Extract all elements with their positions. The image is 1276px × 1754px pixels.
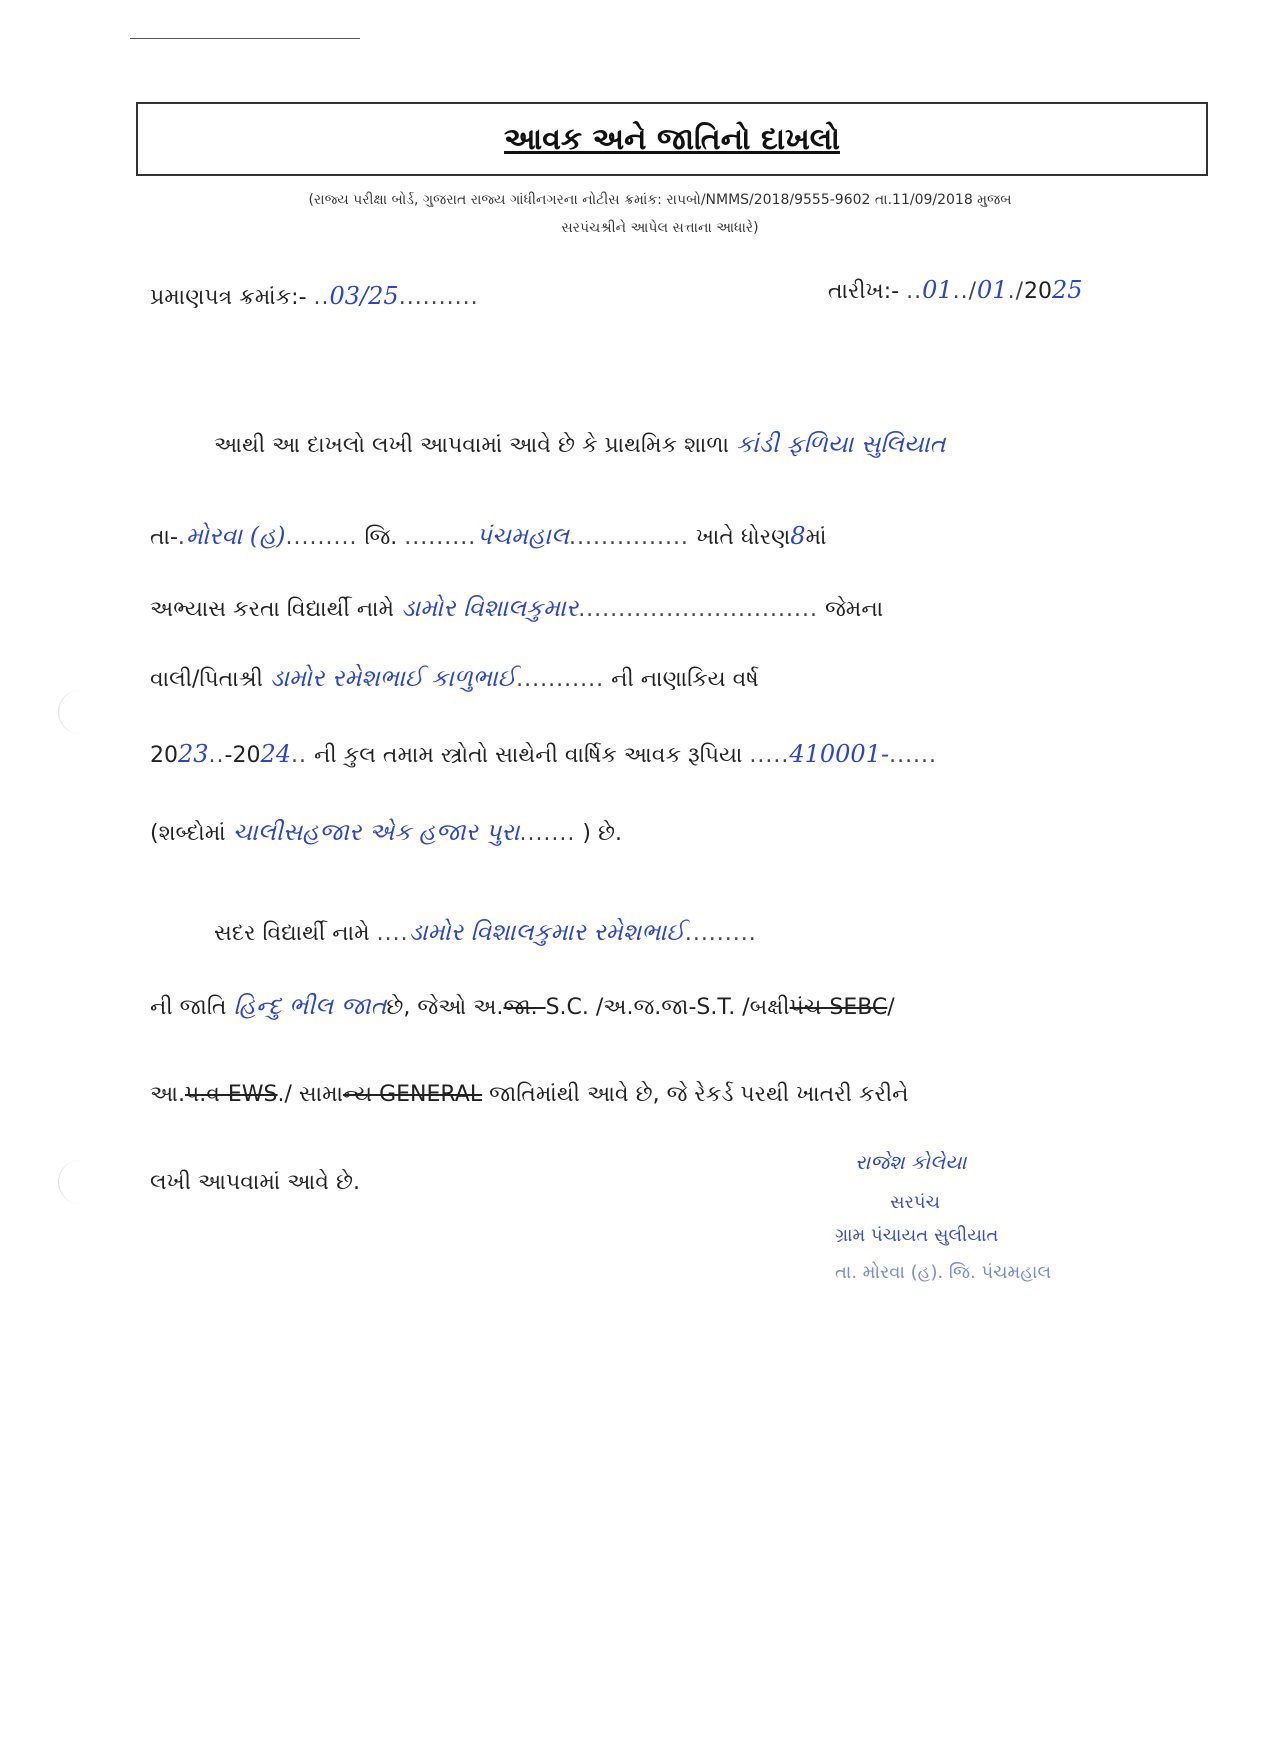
taluka-value: મોરવા (હ) bbox=[185, 522, 286, 550]
cat-ews-mid: ./ સામા bbox=[277, 1082, 344, 1107]
date-label: તારીખ:- bbox=[828, 279, 900, 304]
signature-role: સરપંચ bbox=[890, 1192, 940, 1213]
student-text: અભ્યાસ કરતા વિદ્યાર્થી નામે bbox=[150, 597, 395, 622]
cert-number: 03/25 bbox=[329, 282, 399, 310]
date-year-prefix: 20 bbox=[1023, 279, 1052, 304]
std-value: 8 bbox=[790, 522, 806, 550]
line-taluka: તા-.મોરવા (હ)......... જિ. .........પંચમહાલ............... ખાતે ધોરણ8માં bbox=[150, 522, 827, 550]
guardian-label: વાલી/પિતાશ્રી bbox=[150, 667, 263, 692]
year-from: 23 bbox=[178, 740, 209, 768]
fiscal-text: ની નાણાકિય વર્ષ bbox=[611, 667, 759, 692]
year-from-prefix: 20 bbox=[150, 743, 178, 768]
line-category bbox=[150, 1082, 909, 1107]
date-year-suffix: 25 bbox=[1051, 276, 1083, 304]
closing-line: લખી આપવામાં આવે છે. bbox=[150, 1170, 360, 1195]
cat-ews-prefix: આ. bbox=[150, 1082, 185, 1107]
cat-sebc-strike: પંચ-SEBC bbox=[789, 995, 888, 1020]
year-to: 24 bbox=[260, 740, 292, 768]
line-student-full: સદર વિદ્યાર્થી નામે ....ડામોર વિશાલકુમાર રમેશભાઈ......... bbox=[214, 918, 757, 946]
std-text: ખાતે ધોરણ bbox=[695, 525, 791, 550]
caste-label: ની જાતિ bbox=[150, 995, 227, 1020]
cert-label: પ્રમાણપત્ર ક્રમાંક:- bbox=[150, 285, 307, 310]
punch-hole-mark bbox=[58, 690, 81, 734]
line-caste bbox=[150, 992, 895, 1020]
title-box bbox=[136, 102, 1208, 176]
words-label: (શબ્દોમાં bbox=[150, 821, 226, 846]
cat-sebc-prefix: બક્ષી bbox=[749, 995, 790, 1020]
document-title: આવક અને જાતિનો દાખલો bbox=[504, 121, 840, 157]
cat-sc-strike: જા.- bbox=[503, 995, 546, 1020]
income-words: ચાલીસહજાર એક હજાર પુરા bbox=[232, 818, 520, 846]
caste-after: છે, જેઓ bbox=[386, 995, 467, 1020]
intro-text: આથી આ દાખલો લખી આપવામાં આવે છે કે પ્રાથમિક શાળા bbox=[214, 433, 729, 458]
year-to-prefix: -20 bbox=[224, 743, 261, 768]
cat-general-strike: ન્ય GENERAL bbox=[343, 1082, 483, 1107]
signature-scribble: રાજેશ કોલેયા bbox=[855, 1150, 967, 1174]
words-suffix: ) છે. bbox=[582, 821, 622, 846]
certificate-number-line: પ્રમાણપત્ર ક્રમાંક:- ..03/25.......... bbox=[150, 282, 479, 310]
income-amount: 410001- bbox=[789, 740, 890, 768]
student-name: ડામોર વિશાલકુમાર bbox=[401, 594, 579, 622]
notice-line-2: સરપંચશ્રીને આપેલ સત્તાના આધારે) bbox=[561, 220, 759, 236]
signature-office: ગ્રામ પંચાયત સુલીયાત bbox=[835, 1225, 999, 1246]
student-full-name: ડામોર વિશાલકુમાર રમેશભાઈ bbox=[408, 918, 685, 946]
school-name: કાંડી ફળિયા સુલિયાત bbox=[735, 430, 946, 458]
line-guardian: વાલી/પિતાશ્રી ડામોર રમેશભાઈ કાળુભાઈ........... ની નાણાકિય વર્ષ bbox=[150, 664, 759, 692]
district-value: પંચમહાલ bbox=[476, 522, 570, 550]
line-school bbox=[214, 430, 945, 458]
cat-sebc-end: / bbox=[887, 995, 895, 1020]
cat-sc-prefix: અ. bbox=[473, 995, 504, 1020]
top-rule bbox=[130, 38, 360, 39]
taluka-label: તા- bbox=[150, 525, 178, 550]
caste-value: હિન્દુ ભીલ જાત bbox=[233, 992, 387, 1020]
date-month: 01 bbox=[977, 276, 1008, 304]
p2-text: સદર વિદ્યાર્થી નામે bbox=[214, 921, 370, 946]
notice-line-1: (રાજ્ય પરીક્ષા બોર્ડ, ગુજરાત રાજ્ય ગાંધીનગરના નોટીસ ક્રમાંક: રાપબો/NMMS/2018/9555-9602 તા.11/09/2018 મુજબ bbox=[308, 192, 1012, 208]
cat-ews-strike: પ.વ-EWS bbox=[184, 1082, 278, 1107]
std-suffix: માં bbox=[805, 525, 827, 550]
category-after: જાતિમાંથી આવે છે, જે રેકર્ડ પરથી ખાતરી કરીને bbox=[489, 1082, 909, 1107]
line-student: અભ્યાસ કરતા વિદ્યાર્થી નામે ડામોર વિશાલકુમાર.............................. જેમના bbox=[150, 594, 884, 622]
date-day: 01 bbox=[922, 276, 953, 304]
signature-place: તા. મોરવા (હ). જિ. પંચમહાલ bbox=[835, 1262, 1052, 1283]
income-text: ની કુલ તમામ સ્ત્રોતો સાથેની વાર્ષિક આવક રૂપિયા bbox=[314, 743, 743, 768]
line-words: (શબ્દોમાં ચાલીસહજાર એક હજાર પુરા....... ) છે. bbox=[150, 818, 622, 846]
line-income: 2023..-2024.. ની કુલ તમામ સ્ત્રોતો સાથેની વાર્ષિક આવક રૂપિયા .....410001-...... bbox=[150, 740, 938, 768]
guardian-name: ડામોર રમેશભાઈ કાળુભાઈ bbox=[269, 664, 517, 692]
district-label: જિ. bbox=[364, 525, 398, 550]
punch-hole-mark bbox=[58, 1160, 81, 1204]
date-line: તારીખ:- ..01../01./2025 bbox=[828, 276, 1083, 304]
cat-sc: S.C. /અ.જ.જા-S.T. / bbox=[545, 995, 750, 1020]
jemna-text: જેમના bbox=[824, 597, 884, 622]
